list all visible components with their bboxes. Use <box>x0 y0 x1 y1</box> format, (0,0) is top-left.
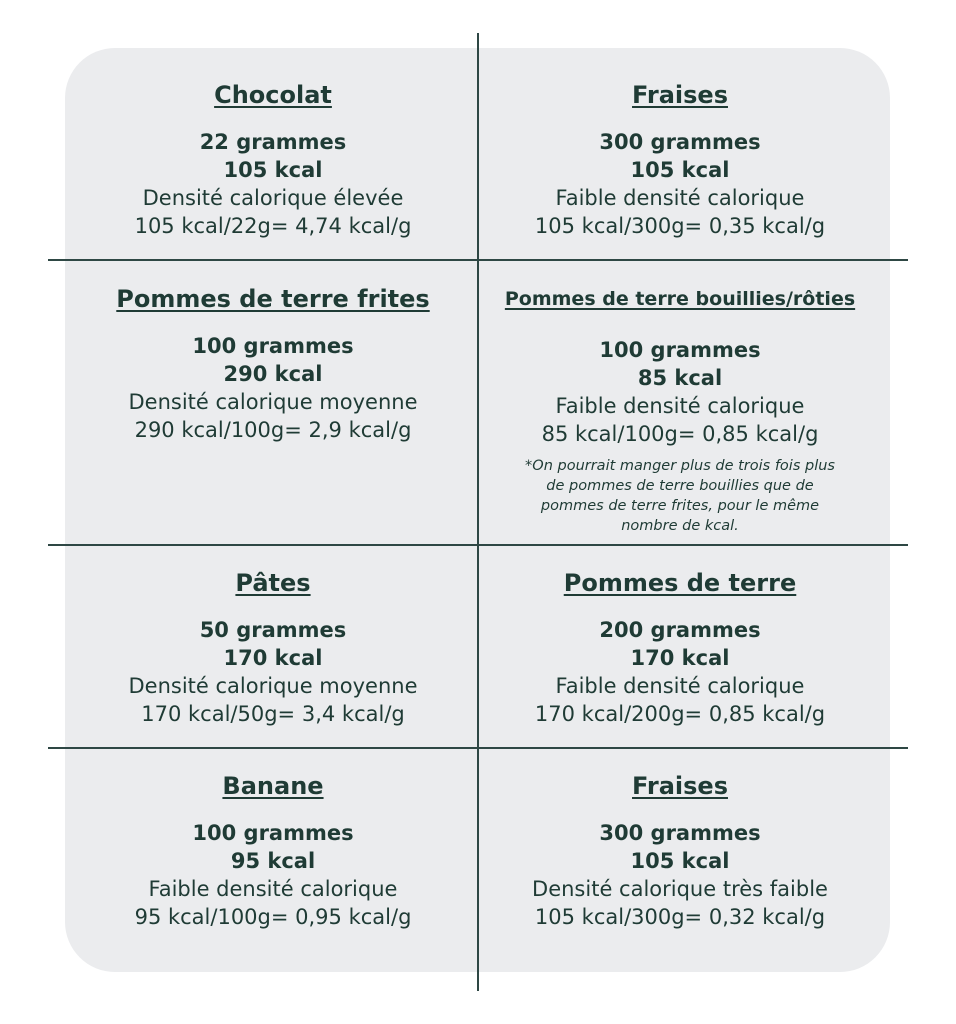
food-kcal: 290 kcal <box>223 362 323 386</box>
food-formula: 85 kcal/100g= 0,85 kcal/g <box>541 422 819 446</box>
food-density: Densité calorique moyenne <box>128 390 418 414</box>
food-kcal: 85 kcal <box>637 366 723 390</box>
food-weight: 100 grammes <box>599 338 761 362</box>
food-kcal: 105 kcal <box>223 158 323 182</box>
food-density: Densité calorique moyenne <box>128 674 418 698</box>
food-formula: 290 kcal/100g= 2,9 kcal/g <box>134 418 412 442</box>
food-title: Banane <box>222 772 324 800</box>
food-card-fraises <box>480 80 880 240</box>
food-title: Pommes de terre frites <box>116 285 430 313</box>
food-weight: 22 grammes <box>199 130 347 154</box>
food-weight: 100 grammes <box>192 821 354 845</box>
food-card-pommes-bouillies <box>480 284 880 536</box>
food-card-banane <box>68 771 478 931</box>
food-title: Chocolat <box>214 81 332 109</box>
row-divider <box>48 259 908 261</box>
food-density: Faible densité calorique <box>555 674 805 698</box>
food-kcal: 105 kcal <box>630 158 730 182</box>
food-density: Faible densité calorique <box>148 877 398 901</box>
food-formula: 105 kcal/22g= 4,74 kcal/g <box>134 214 412 238</box>
food-formula: 170 kcal/200g= 0,85 kcal/g <box>534 702 826 726</box>
food-density: Densité calorique élevée <box>142 186 404 210</box>
food-density: Densité calorique très faible <box>532 877 828 901</box>
food-formula: 105 kcal/300g= 0,32 kcal/g <box>534 905 826 929</box>
food-weight: 100 grammes <box>192 334 354 358</box>
food-title: Pâtes <box>235 569 311 597</box>
food-card-pates <box>68 568 478 728</box>
food-card-pommes-de-terre <box>480 568 880 728</box>
food-kcal: 170 kcal <box>223 646 323 670</box>
food-weight: 300 grammes <box>599 821 761 845</box>
food-card-pommes-frites <box>68 284 478 444</box>
row-divider <box>48 544 908 546</box>
food-formula: 105 kcal/300g= 0,35 kcal/g <box>534 214 826 238</box>
food-title: Pommes de terre bouillies/rôties <box>504 288 856 310</box>
food-formula: 170 kcal/50g= 3,4 kcal/g <box>141 702 405 726</box>
footnote: *On pourrait manger plus de trois fois plus de pommes de terre bouillies que de pommes de terre frites, pour le même nombre de kcal. <box>525 458 835 534</box>
food-title: Fraises <box>632 81 728 109</box>
food-weight: 200 grammes <box>599 618 761 642</box>
food-card-chocolat <box>68 80 478 240</box>
row-divider <box>48 747 908 749</box>
food-kcal: 95 kcal <box>230 849 316 873</box>
food-weight: 300 grammes <box>599 130 761 154</box>
food-kcal: 105 kcal <box>630 849 730 873</box>
food-formula: 95 kcal/100g= 0,95 kcal/g <box>134 905 412 929</box>
food-title: Fraises <box>632 772 728 800</box>
food-weight: 50 grammes <box>199 618 347 642</box>
food-title: Pommes de terre <box>563 569 797 597</box>
food-card-fraises-2 <box>480 771 880 931</box>
food-density: Faible densité calorique <box>555 186 805 210</box>
food-density: Faible densité calorique <box>555 394 805 418</box>
food-kcal: 170 kcal <box>630 646 730 670</box>
